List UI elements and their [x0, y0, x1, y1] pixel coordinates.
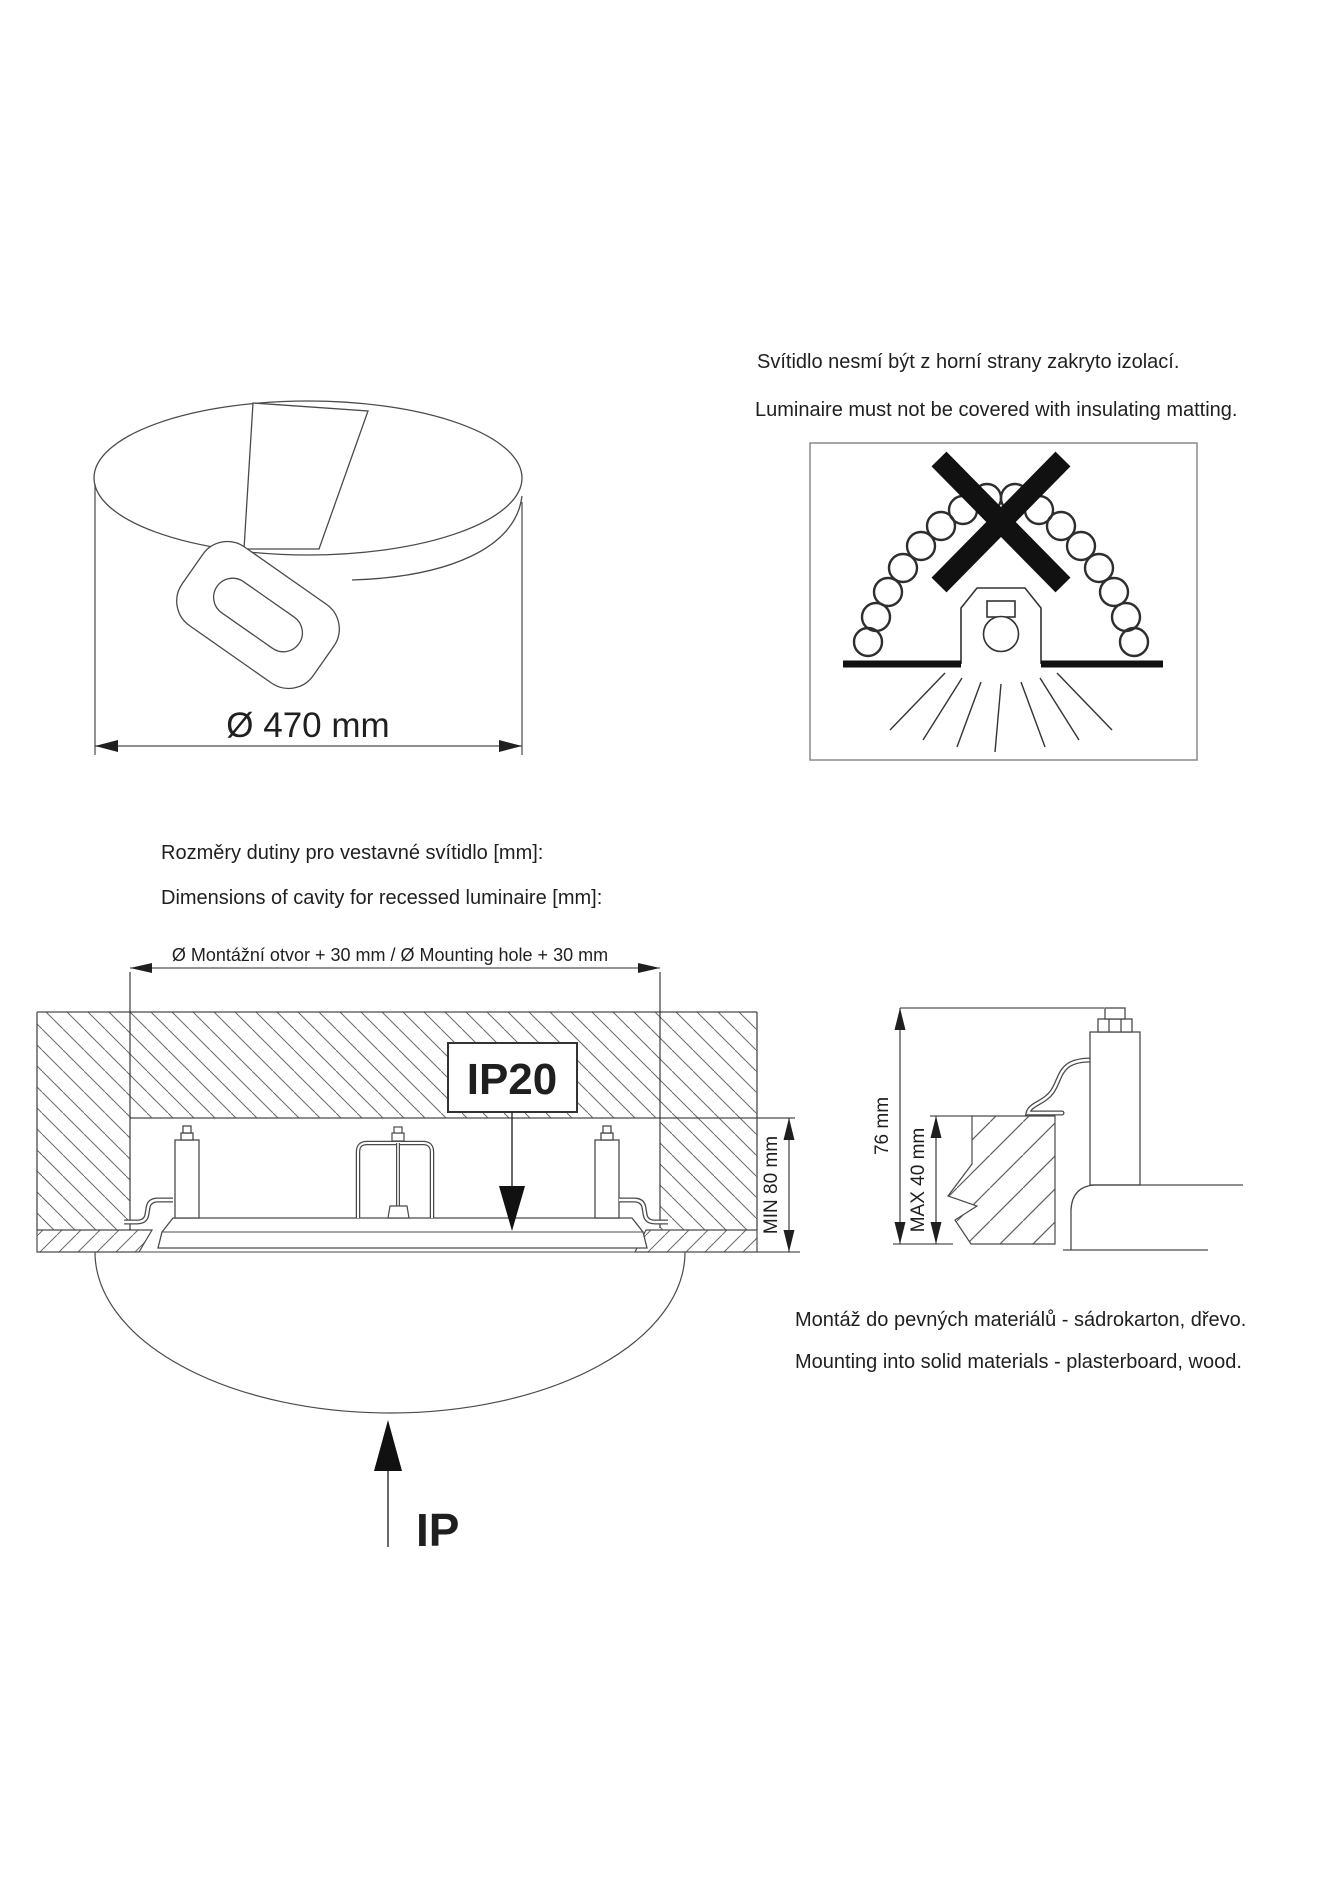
- spring-post-right: [595, 1126, 619, 1218]
- dim-arrow-up: [931, 1116, 942, 1138]
- insulation-warning-text-cz: Svítidlo nesmí být z horní strany zakryto izolací.: [757, 351, 1180, 373]
- dim-arrow-up: [895, 1008, 906, 1030]
- spring-post-side: [1090, 1008, 1140, 1185]
- luminaire-base-plate: [158, 1218, 647, 1248]
- plate-side-profile: [1071, 1185, 1243, 1250]
- spring-post-left: [175, 1126, 199, 1218]
- board-section-hatch: [948, 1116, 1055, 1244]
- mounting-hole-dimension-label: Ø Montážní otvor + 30 mm / Ø Mounting hole + 30 mm: [171, 945, 609, 965]
- bulb-icon: [984, 617, 1019, 652]
- ip20-callout: [448, 1043, 577, 1231]
- ip-callout: [374, 1420, 459, 1556]
- cavity-title-cz: Rozměry dutiny pro vestavné svítidlo [mm]:: [161, 842, 544, 864]
- insulation-warning-text-en: Luminaire must not be covered with insulating matting.: [755, 399, 1238, 421]
- max-40-label: MAX 40 mm: [908, 1127, 929, 1233]
- ip-label: IP: [416, 1504, 460, 1556]
- dim-arrow-right: [499, 740, 522, 752]
- hole-diameter-label: Ø 470 mm: [226, 706, 390, 745]
- ip20-label: IP20: [466, 1055, 558, 1104]
- max-40-dimension: [931, 1116, 942, 1244]
- plasterboard-left: [37, 1230, 152, 1252]
- spring-arm: [1028, 1060, 1091, 1113]
- plasterboard-right: [635, 1230, 757, 1252]
- solid-mounting-text-en: Mounting into solid materials - plasterboard, wood.: [795, 1351, 1242, 1373]
- insulation-warning-pictogram: [810, 443, 1197, 760]
- mounting-clip-left: [124, 1200, 173, 1222]
- min-depth-label: MIN 80 mm: [761, 1135, 782, 1235]
- dim-arrow-right: [638, 963, 660, 973]
- dim-arrow-left: [130, 963, 152, 973]
- cavity-title-en: Dimensions of cavity for recessed luminaire [mm]:: [161, 887, 603, 909]
- hole-rim-arc: [352, 496, 522, 580]
- height-76-label: 76 mm: [872, 1096, 893, 1156]
- side-profile-drawing: [872, 1008, 1243, 1250]
- dim-arrow-down: [895, 1222, 906, 1244]
- up-arrow-icon: [374, 1420, 402, 1471]
- dim-arrow-up: [784, 1118, 795, 1140]
- hole-cutting-drawing: [94, 401, 522, 755]
- dim-arrow-left: [95, 740, 118, 752]
- dim-arrow-down: [784, 1230, 795, 1252]
- recessed-luminaire-icon: [961, 588, 1041, 664]
- solid-mounting-text-cz: Montáž do pevných materiálů - sádrokarton, dřevo.: [795, 1309, 1247, 1331]
- diffuser-dome: [95, 1252, 685, 1413]
- cavity-cross-section: [37, 945, 800, 1413]
- dim-arrow-down: [931, 1222, 942, 1244]
- centre-bracket: [358, 1127, 432, 1218]
- saw-blade-icon: [244, 403, 368, 549]
